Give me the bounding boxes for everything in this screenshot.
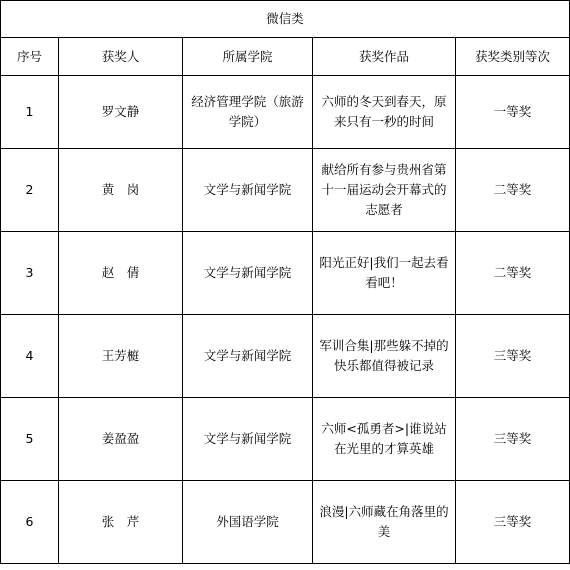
row-winner: 姜盈盈: [59, 398, 183, 481]
row-work: 浪漫|六师藏在角落里的美: [313, 481, 456, 564]
row-index: 4: [1, 315, 59, 398]
row-college: 外国语学院: [183, 481, 313, 564]
header-work: 获奖作品: [313, 38, 456, 76]
table-row: [1, 315, 570, 398]
title-row: [1, 1, 570, 38]
row-college: 文学与新闻学院: [183, 315, 313, 398]
row-index: 2: [1, 149, 59, 232]
row-college-text: 经济管理学院（旅游学院）: [191, 94, 304, 129]
header-award: 获奖类别等次: [456, 38, 570, 76]
row-work: 献给所有参与贵州省第十一届运动会开幕式的志愿者: [313, 149, 456, 232]
row-index: 6: [1, 481, 59, 564]
row-award: 三等奖: [456, 315, 570, 398]
table-title: 微信类: [1, 1, 570, 38]
row-winner: 罗文静: [59, 76, 183, 149]
table-row: [1, 481, 570, 564]
row-work: 阳光正好|我们一起去看看吧！: [313, 232, 456, 315]
row-index: 3: [1, 232, 59, 315]
header-winner: 获奖人: [59, 38, 183, 76]
table-row: [1, 398, 570, 481]
row-work: 六师<孤勇者>|谁说站在光里的才算英雄: [313, 398, 456, 481]
row-winner: 王芳榳: [59, 315, 183, 398]
row-award: 一等奖: [456, 76, 570, 149]
row-winner: 黄 岗: [59, 149, 183, 232]
header-index: 序号: [1, 38, 59, 76]
row-index: 5: [1, 398, 59, 481]
row-work: 六师的冬天到春天，原来只有一秒的时间: [313, 76, 456, 149]
row-award: 二等奖: [456, 149, 570, 232]
header-college: 所属学院: [183, 38, 313, 76]
row-college: [183, 76, 313, 149]
row-college: 文学与新闻学院: [183, 232, 313, 315]
row-award: 三等奖: [456, 481, 570, 564]
row-award: 三等奖: [456, 398, 570, 481]
table-row: [1, 232, 570, 315]
row-college: 文学与新闻学院: [183, 149, 313, 232]
row-winner: 赵 倩: [59, 232, 183, 315]
table-row: [1, 76, 570, 149]
table-row: [1, 149, 570, 232]
row-work: 军训合集|那些躲不掉的快乐都值得被记录: [313, 315, 456, 398]
row-winner: 张 芹: [59, 481, 183, 564]
row-index: 1: [1, 76, 59, 149]
row-college: 文学与新闻学院: [183, 398, 313, 481]
header-row: [1, 38, 570, 76]
row-award: 二等奖: [456, 232, 570, 315]
